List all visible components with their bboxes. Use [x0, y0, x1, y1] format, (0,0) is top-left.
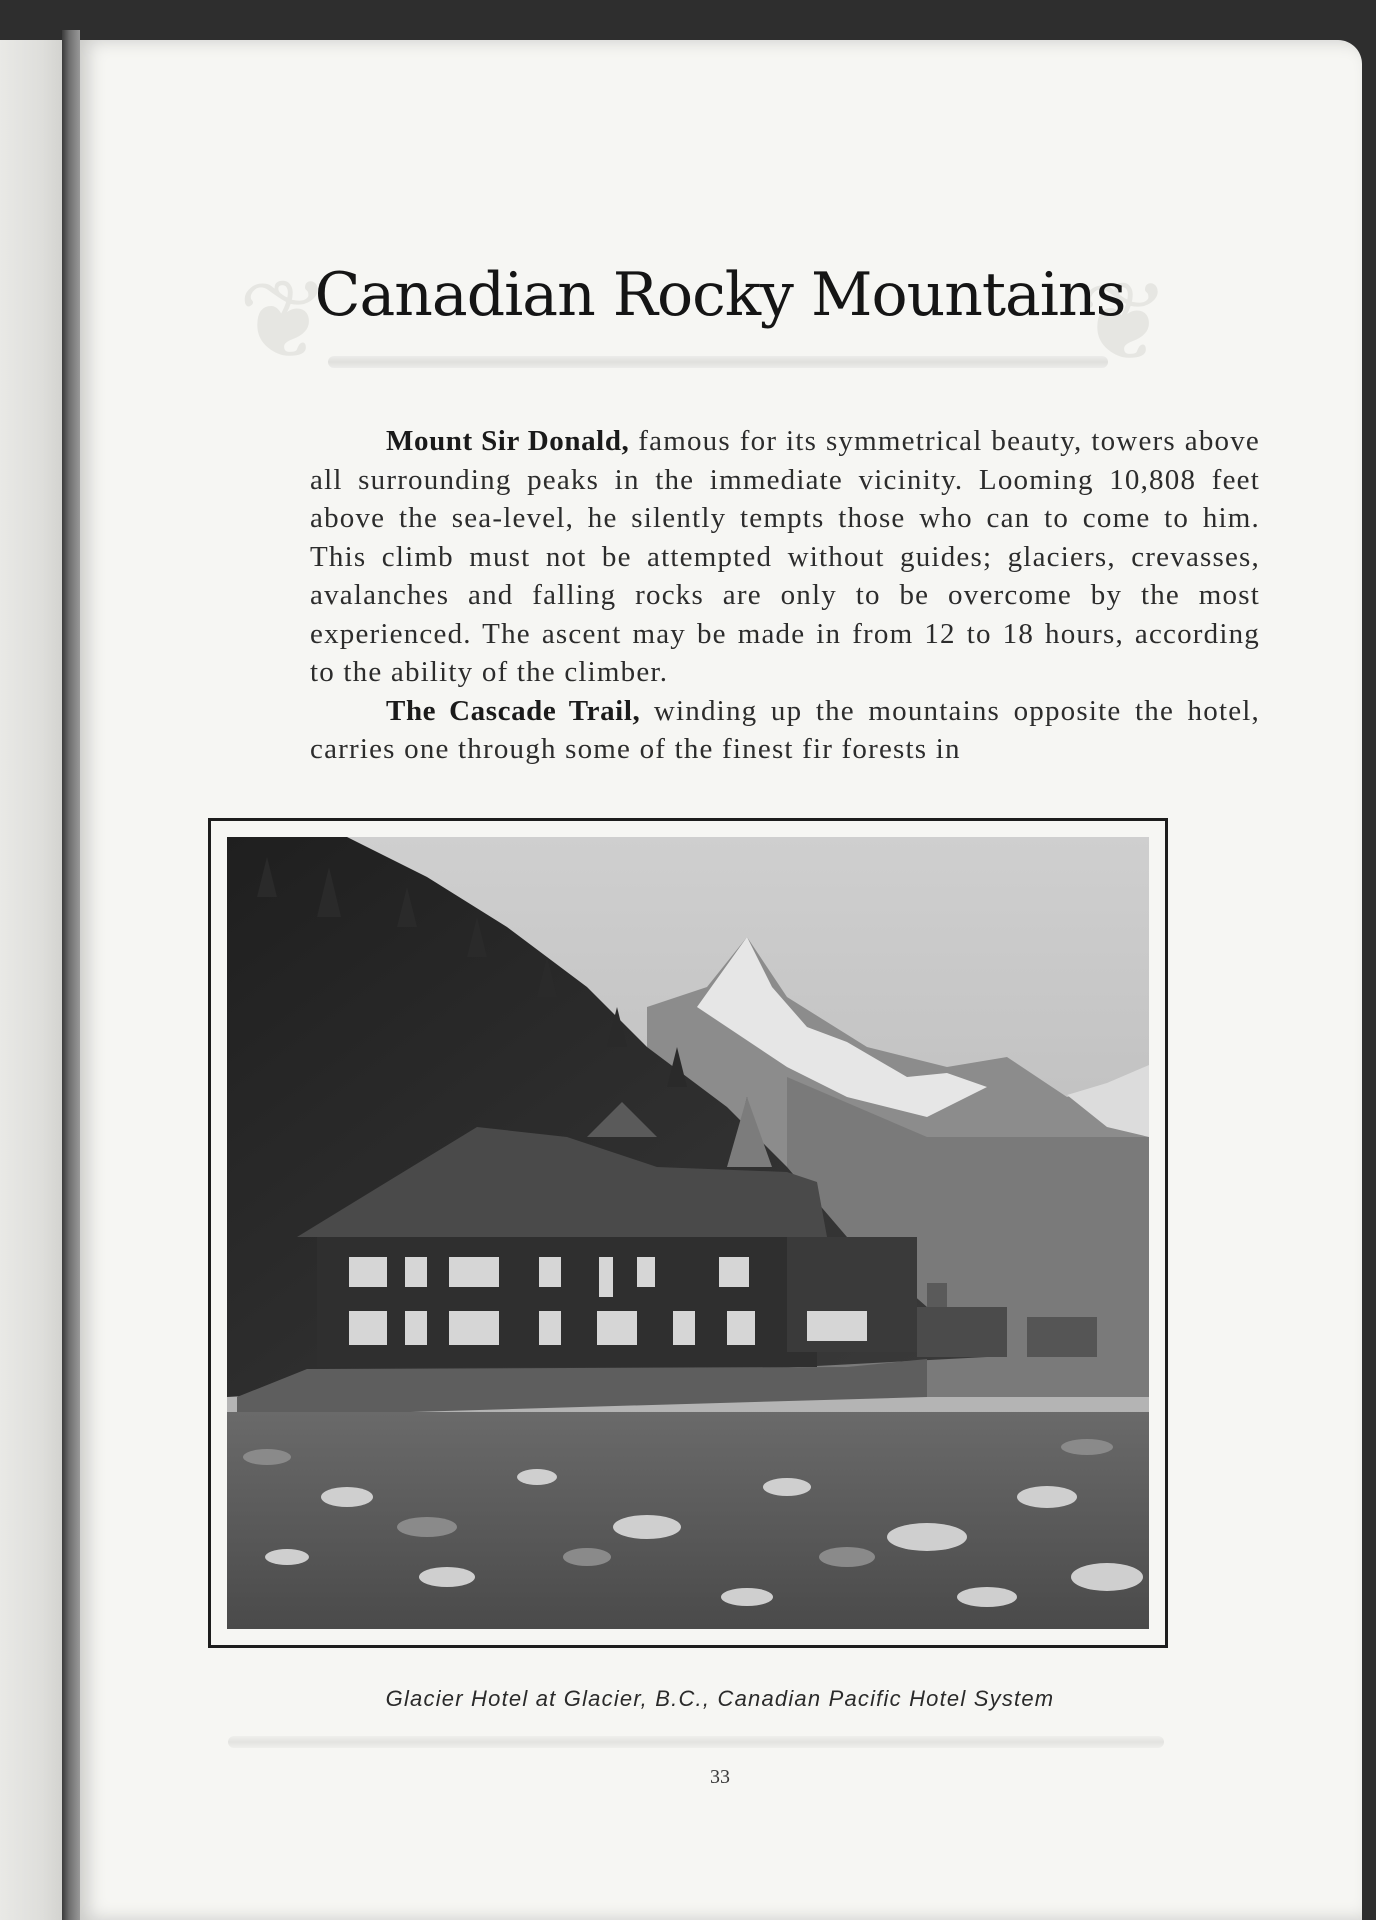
body-text [310, 422, 1260, 769]
page-number: 33 [710, 1766, 730, 1788]
photo-frame [208, 818, 1168, 1648]
facing-page-edge [0, 40, 70, 1920]
page-header [78, 220, 1362, 390]
caption-ornament-rule [228, 1736, 1164, 1748]
maple-leaf-icon: ❦ [238, 260, 331, 382]
paragraph-lead: The Cascade Trail, [386, 694, 641, 727]
paragraph-text: famous for its symmetrical beauty, towers above all surrounding peaks in the immediate vicinity. Looming 10,808 feet above the sea-level, he silently tempts those who can to come to him. This climb must not be attempted without guides; glaciers, crevasses, avalanches and falling rocks are only to be overcome by the most experienced. The ascent may be made in from 12 to 18 hours, according to the ability of the climber. [310, 425, 1260, 688]
hotel-photograph [227, 837, 1149, 1629]
paragraph-lead: Mount Sir Donald, [386, 425, 630, 457]
page-title: Canadian Rocky Mountains [314, 260, 1126, 330]
header-ornament-rule [328, 356, 1108, 368]
maple-leaf-icon: ❦ [1078, 262, 1171, 384]
hotel-photo-illustration [227, 837, 1149, 1629]
book-spine [62, 30, 80, 1920]
paragraph-mount-sir-donald [310, 422, 1260, 692]
paragraph-cascade-trail [310, 692, 1260, 769]
photo-caption: Glacier Hotel at Glacier, B.C., Canadian Pacific Hotel System [385, 1686, 1055, 1711]
book-page [78, 40, 1362, 1920]
paragraph-text: winding up the mountains opposite the hotel, carries one through some of the finest fir forests in [310, 694, 1260, 765]
